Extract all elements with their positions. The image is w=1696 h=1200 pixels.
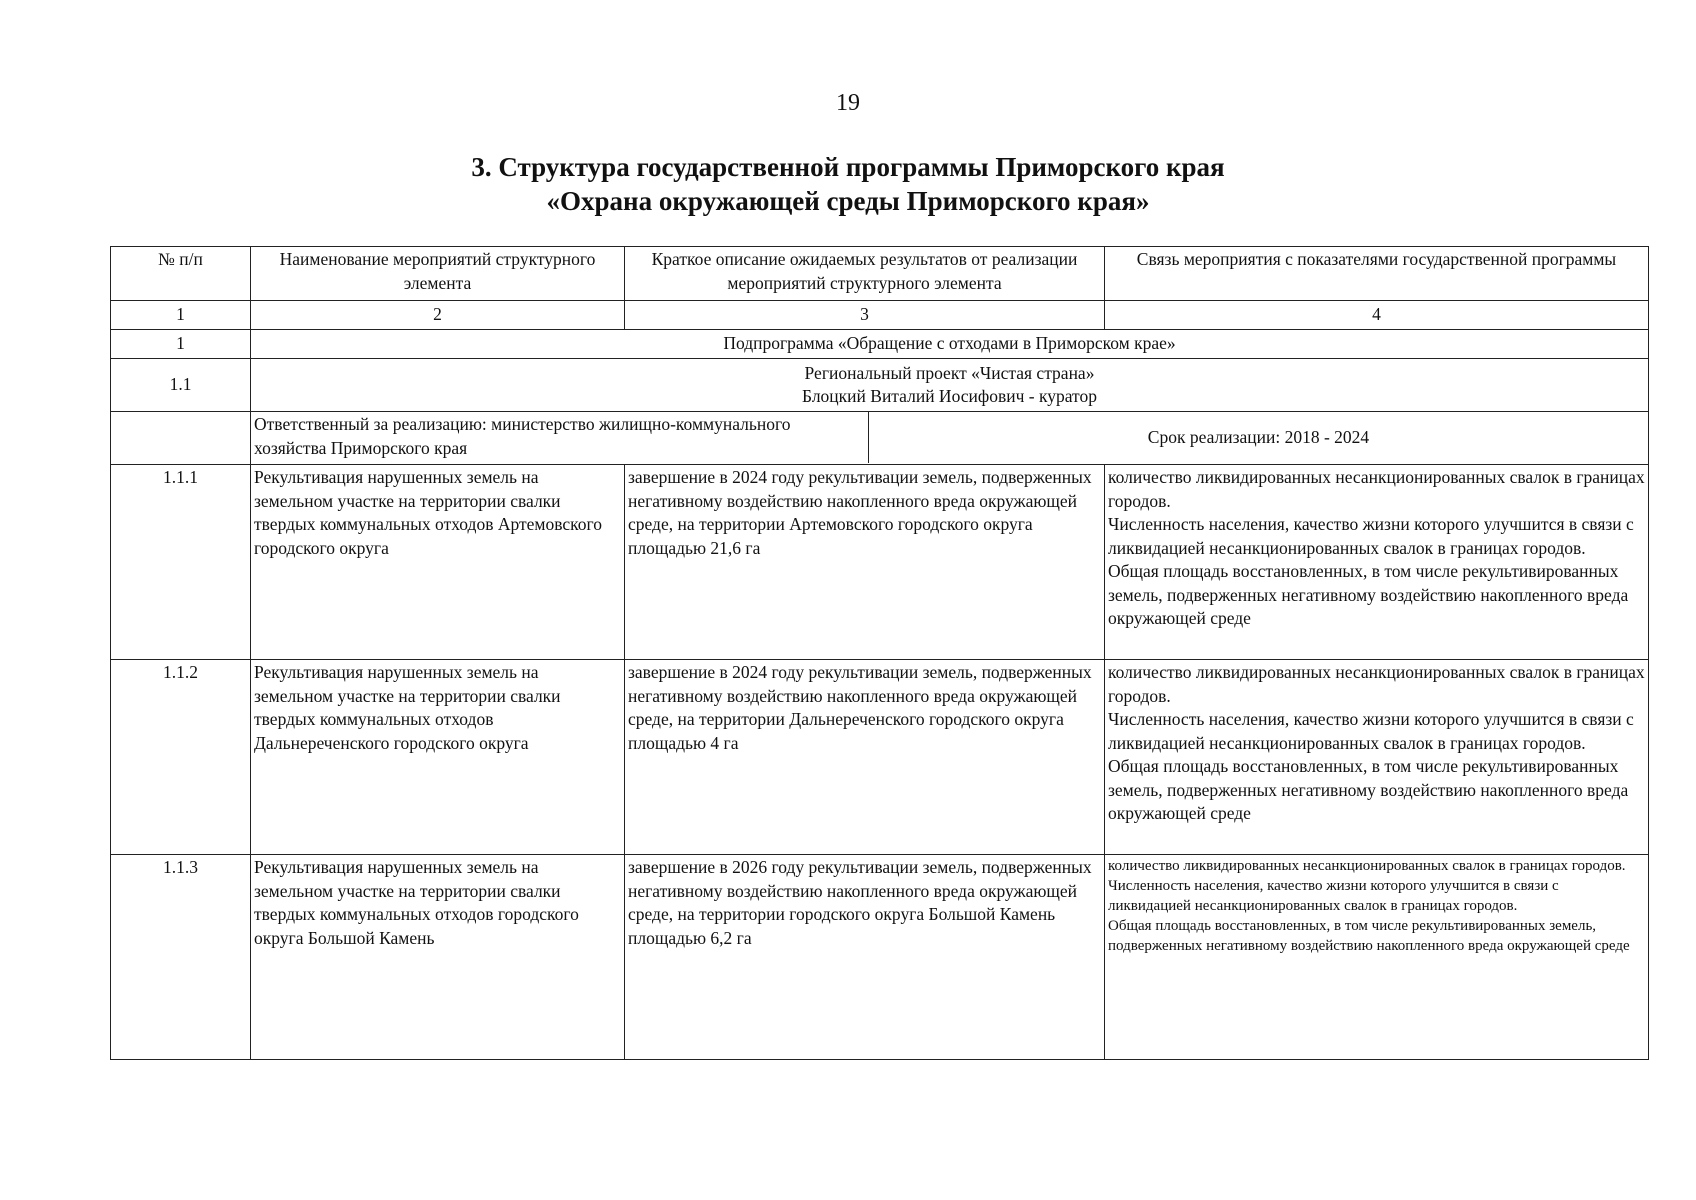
implementation-term: Срок реализации: 2018 - 2024 [1147,426,1370,447]
row-name: Рекультивация нарушенных земель на земельном участке на территории свалки твердых коммунальных отходов Дальнереченского городского округа [251,660,625,855]
row-desc: завершение в 2026 году рекультивации земель, подверженных негативному воздействию накопленного вреда окружающей среде, на территории городского округа Большой Камень площадью 6,2 га [625,855,1105,1060]
indicator-dumps: количество ликвидированных несанкционированных свалок в границах городов. [1108,467,1645,511]
indicator-population: Численность населения, качество жизни которого улучшится в связи с ликвидацией несанкционированных свалок в границах городов. [1108,514,1634,558]
header-link: Связь мероприятия с показателями государственной программы [1105,247,1649,301]
title-line-2: «Охрана окружающей среды Приморского края» [546,186,1150,216]
col-number-3: 3 [625,301,1105,330]
header-desc: Краткое описание ожидаемых результатов от реализации мероприятий структурного элемента [625,247,1105,301]
subprogram-row [111,330,1649,359]
row-link [1105,660,1649,855]
project-num: 1.1 [111,359,251,412]
col-number-1: 1 [111,301,251,330]
row-link [1105,465,1649,660]
indicator-area: Общая площадь восстановленных, в том числе рекультивированных земель, подверженных негативному воздействию накопленного вреда окружающей среде [1108,918,1630,954]
project-curator: Блоцкий Виталий Иосифович - куратор [802,386,1097,406]
project-name: Региональный проект «Чистая страна» [804,362,1095,383]
project-title [251,359,1649,412]
table-row [111,660,1649,855]
row-num: 1.1.2 [111,660,251,855]
indicator-area: Общая площадь восстановленных, в том числе рекультивированных земель, подверженных негативному воздействию накопленного вреда окружающей среде [1108,756,1629,823]
responsible-empty-cell [111,412,251,465]
col-number-4: 4 [1105,301,1649,330]
responsible-ministry: Ответственный за реализацию: министерство жилищно-коммунального хозяйства Приморского края [251,412,869,463]
page-number: 19 [836,90,860,116]
subprogram-title: Подпрограмма «Обращение с отходами в Приморском крае» [251,330,1649,359]
column-numbers-row [111,301,1649,330]
responsible-cell [251,412,1649,465]
row-name: Рекультивация нарушенных земель на земельном участке на территории свалки твердых коммунальных отходов Артемовского городского округа [251,465,625,660]
indicator-population: Численность населения, качество жизни которого улучшится в связи с ликвидацией несанкционированных свалок в границах городов. [1108,709,1634,753]
table-row [111,855,1649,1060]
header-name: Наименование мероприятий структурного элемента [251,247,625,301]
row-desc: завершение в 2024 году рекультивации земель, подверженных негативному воздействию накопленного вреда окружающей среде, на территории Артемовского городского округа площадью 21,6 га [625,465,1105,660]
subprogram-num: 1 [111,330,251,359]
title-line-1: 3. Структура государственной программы Приморского края [471,152,1225,182]
indicator-area: Общая площадь восстановленных, в том числе рекультивированных земель, подверженных негативному воздействию накопленного вреда окружающей среде [1108,561,1629,628]
page-title [0,150,1696,218]
indicator-dumps: количество ликвидированных несанкционированных свалок в границах городов. [1108,858,1626,874]
row-num: 1.1.1 [111,465,251,660]
row-num: 1.1.3 [111,855,251,1060]
col-number-2: 2 [251,301,625,330]
row-desc: завершение в 2024 году рекультивации земель, подверженных негативному воздействию накопленного вреда окружающей среде, на территории Дальнереченского городского округа площадью 4 га [625,660,1105,855]
table-row [111,465,1649,660]
project-row [111,359,1649,412]
indicator-dumps: количество ликвидированных несанкционированных свалок в границах городов. [1108,662,1645,706]
header-row [111,247,1649,301]
responsible-row [111,412,1649,465]
header-num: № п/п [111,247,251,301]
indicator-population: Численность населения, качество жизни которого улучшится в связи с ликвидацией несанкционированных свалок в границах городов. [1108,878,1559,914]
structure-table [110,246,1649,1060]
row-name: Рекультивация нарушенных земель на земельном участке на территории свалки твердых коммунальных отходов городского округа Большой Камень [251,855,625,1060]
row-link [1105,855,1649,1060]
